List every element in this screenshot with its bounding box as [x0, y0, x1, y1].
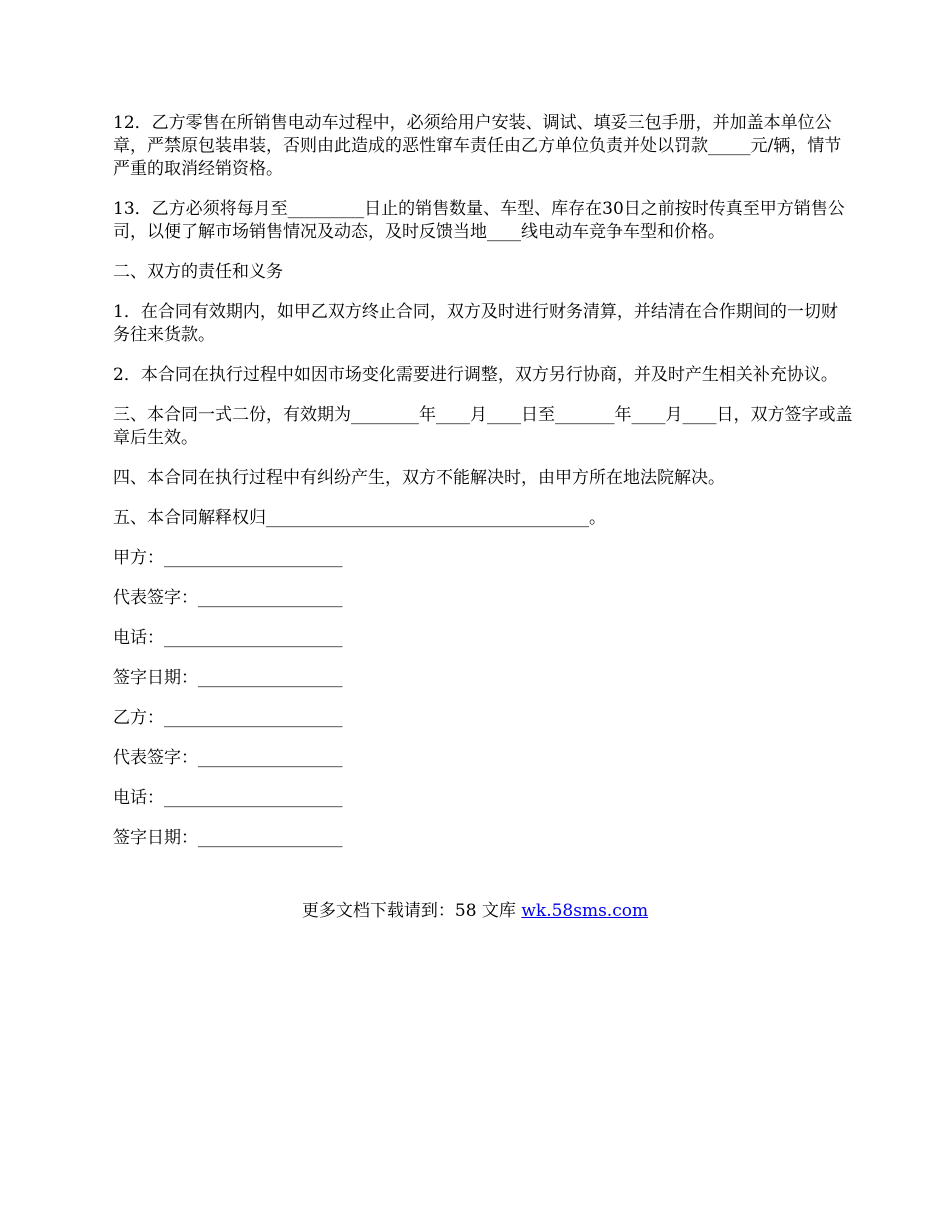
- footer-text: 更多文档下载请到：58 文库: [301, 901, 522, 921]
- party-b-phone: 电话：_____________________: [113, 788, 343, 808]
- party-a-sign-date: 签字日期：_________________: [113, 668, 343, 688]
- party-a-line: 甲方：_____________________: [113, 548, 343, 568]
- party-b-line: 乙方：_____________________: [113, 708, 343, 728]
- document-body: [113, 112, 853, 867]
- party-b-sign-date: 签字日期：_________________: [113, 828, 343, 848]
- responsibility-2: 2．本合同在执行过程中如因市场变化需要进行调整，双方另行协商，并及时产生相关补充协议。: [113, 365, 838, 385]
- section-heading-responsibilities: 二、双方的责任和义务: [113, 262, 283, 282]
- responsibility-1: 1．在合同有效期内，如甲乙双方终止合同，双方及时进行财务清算，并结清在合作期间的一切财务往来货款。: [113, 302, 838, 345]
- party-a-phone: 电话：_____________________: [113, 628, 343, 648]
- section-four-disputes: 四、本合同在执行过程中有纠纷产生，双方不能解决时，由甲方所在地法院解决。: [113, 468, 725, 488]
- section-five-interpretation: 五、本合同解释权归______________________________________。: [113, 508, 606, 528]
- download-footer: [0, 900, 950, 923]
- clause-13: 13．乙方必须将每月至_________日止的销售数量、车型、库存在30日之前按时传真至甲方销售公司，以便了解市场销售情况及动态，及时反馈当地____线电动车竞争车型和价格。: [113, 199, 845, 242]
- clause-12: 12．乙方零售在所销售电动车过程中，必须给用户安装、调试、填妥三包手册，并加盖本单位公章，严禁原包装串装，否则由此造成的恶性窜车责任由乙方单位负责并处以罚款_____元/辆，情节严重的取消经销资格。: [113, 113, 842, 179]
- party-b-representative-signature: 代表签字：_________________: [113, 748, 343, 768]
- footer-link[interactable]: wk.58sms.com: [521, 901, 649, 921]
- section-three-validity: 三、本合同一式二份，有效期为________年____月____日至_______年____月____日，双方签字或盖章后生效。: [113, 405, 853, 448]
- party-a-representative-signature: 代表签字：_________________: [113, 588, 343, 608]
